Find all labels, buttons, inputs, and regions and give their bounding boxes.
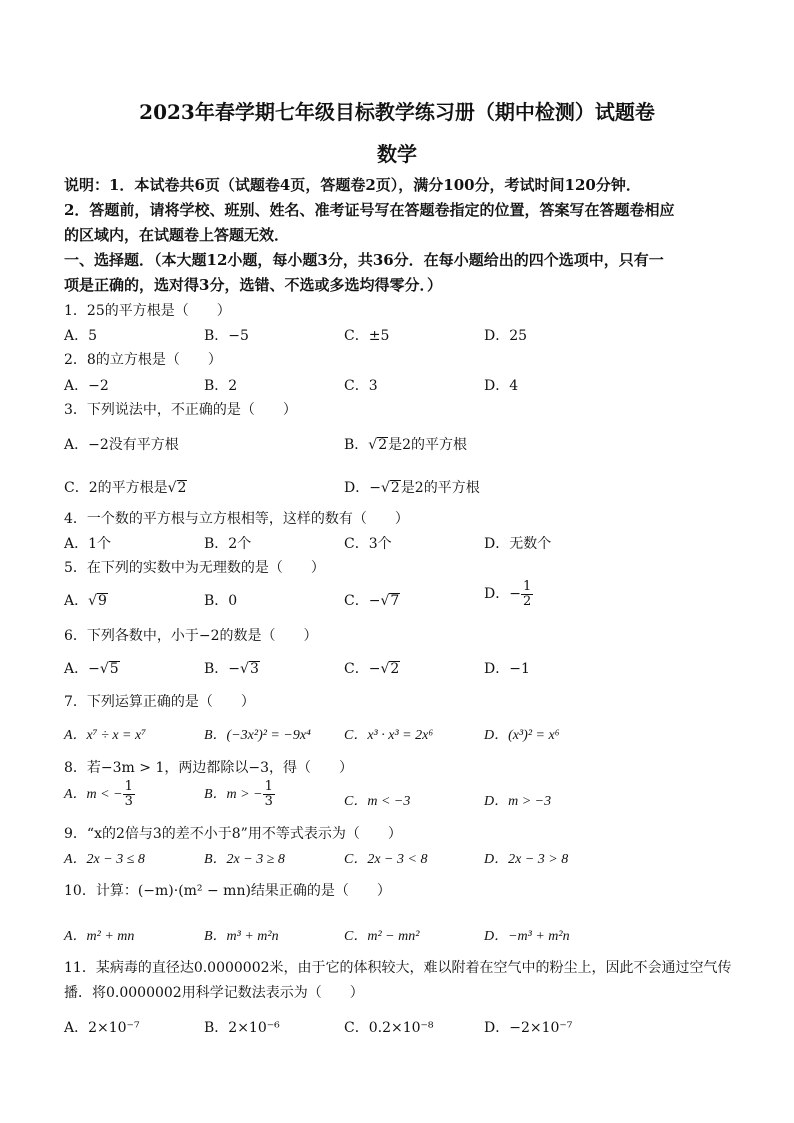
sqrt-radicand: 5 <box>109 661 119 677</box>
q2-option-b: B．2 <box>204 378 238 394</box>
q4-option-b: B．2个 <box>204 536 252 552</box>
question-1-stem: 1．25的平方根是（ ） <box>64 303 231 319</box>
q11-option-c: C．0.2×10⁻⁸ <box>344 1020 434 1036</box>
fraction: $\frac{1}{3}$ <box>264 779 273 809</box>
q4-option-a: A．1个 <box>64 536 112 552</box>
q4-option-d: D．无数个 <box>484 536 552 552</box>
notes-line-3: 的区域内，在试题卷上答题无效． <box>64 226 290 244</box>
sqrt-radicand: 2 <box>390 661 400 677</box>
q8-option-b: B．m > − $\frac{1}{3}$ <box>204 779 273 809</box>
sqrt-radicand: 7 <box>390 593 400 609</box>
q11-option-b: B．2×10⁻⁶ <box>204 1020 280 1036</box>
q3-option-b: B．√2是2的平方根 <box>344 437 468 453</box>
question-7-stem: 7．下列运算正确的是（ ） <box>64 694 255 710</box>
sqrt-radicand: 3 <box>249 661 259 677</box>
q2-option-d: D．4 <box>484 378 519 394</box>
notes-line-1: 说明：1．本试卷共6页（试题卷4页，答题卷2页），满分100分，考试时间120分钟． <box>64 176 641 194</box>
question-6-stem: 6．下列各数中，小于−2的数是（ ） <box>64 628 318 644</box>
question-10-stem: 10．计算：(−m)·(m² − mn)结果正确的是（ ） <box>64 883 391 899</box>
q5-option-c: C．−√7 <box>344 593 400 609</box>
q6-option-d: D．−1 <box>484 661 530 677</box>
q1-option-c: C．±5 <box>344 328 390 344</box>
q9-option-c: C．2x − 3 < 8 <box>344 852 428 867</box>
q2-option-c: C．3 <box>344 378 378 394</box>
exam-title: 2023年春学期七年级目标教学练习册（期中检测）试题卷 <box>139 100 655 124</box>
question-11-stem: 11．某病毒的直径达0.0000002米，由于它的体积较大，难以附着在空气中的粉尘上，因此不会通过空气传 <box>64 960 732 976</box>
question-2-stem: 2．8的立方根是（ ） <box>64 352 222 368</box>
q6-option-b: B．−√3 <box>204 661 259 677</box>
q8-option-d: D．m > −3 <box>484 794 552 809</box>
q6-option-a: A．−√5 <box>64 661 119 677</box>
section-1-heading: 一、选择题．（本大题12小题，每小题3分，共36分．在每小题给出的四个选项中，只有一 <box>64 251 664 269</box>
question-11-stem-cont: 播．将0.0000002用科学记数法表示为（ ） <box>64 985 364 1001</box>
q1-option-d: D．25 <box>484 328 528 344</box>
q2-option-a: A．−2 <box>64 378 109 394</box>
q8-option-c: C．m < −3 <box>344 794 411 809</box>
q1-option-b: B．−5 <box>204 328 249 344</box>
q3-option-d: D．−√2是2的平方根 <box>344 480 480 496</box>
q11-option-a: A．2×10⁻⁷ <box>64 1020 140 1036</box>
q3-option-c: C．2的平方根是√2 <box>64 480 187 496</box>
q5-option-d: D．− $\frac{1}{2}$ <box>484 579 532 609</box>
exam-subject: 数学 <box>377 142 417 166</box>
question-5-stem: 5．在下列的实数中为无理数的是（ ） <box>64 560 325 576</box>
sqrt-radicand: 9 <box>98 593 107 609</box>
question-9-stem: 9．“x的2倍与3的差不小于8”用不等式表示为（ ） <box>64 826 402 842</box>
q9-option-a: A．2x − 3 ≤ 8 <box>64 852 145 867</box>
q3-option-a: A．−2没有平方根 <box>64 437 179 453</box>
sqrt-radicand: 2 <box>378 437 388 453</box>
q10-option-d: D．−m³ + m²n <box>484 929 570 944</box>
q4-option-c: C．3个 <box>344 536 392 552</box>
section-1-instructions: 项是正确的，选对得3分，选错、不选或多选均得零分．） <box>64 276 442 294</box>
fraction: $\frac{1}{2}$ <box>522 579 532 609</box>
q9-option-d: D．2x − 3 > 8 <box>484 852 569 867</box>
q5-option-b: B．0 <box>204 593 238 609</box>
question-8-stem: 8．若−3m > 1，两边都除以−3，得（ ） <box>64 760 353 776</box>
fraction: $\frac{1}{3}$ <box>124 779 133 809</box>
q10-option-b: B．m³ + m²n <box>204 929 279 944</box>
q10-option-a: A．m² + mn <box>64 929 135 944</box>
q6-option-c: C．−√2 <box>344 661 400 677</box>
q9-option-b: B．2x − 3 ≥ 8 <box>204 852 285 867</box>
q10-option-c: C．m² − mn² <box>344 929 420 944</box>
q8-option-a: A．m < − $\frac{1}{3}$ <box>64 779 133 809</box>
question-4-stem: 4．一个数的平方根与立方根相等，这样的数有（ ） <box>64 511 409 527</box>
q7-option-a: A．x⁷ ÷ x = x⁷ <box>64 728 147 743</box>
q7-option-c: C．x³ · x³ = 2x⁶ <box>344 728 434 743</box>
sqrt-radicand: 2 <box>177 480 187 496</box>
q11-option-d: D．−2×10⁻⁷ <box>484 1020 573 1036</box>
notes-line-2: 2．答题前，请将学校、班别、姓名、准考证号写在答题卷指定的位置，答案写在答题卷相应 <box>64 201 675 219</box>
q7-option-b: B．(−3x²)² = −9x⁴ <box>204 728 311 743</box>
q5-option-a: A．√9 <box>64 593 107 609</box>
question-3-stem: 3．下列说法中，不正确的是（ ） <box>64 402 297 418</box>
sqrt-radicand: 2 <box>390 480 400 496</box>
q1-option-a: A．5 <box>64 328 98 344</box>
q7-option-d: D．(x³)² = x⁶ <box>484 728 560 743</box>
